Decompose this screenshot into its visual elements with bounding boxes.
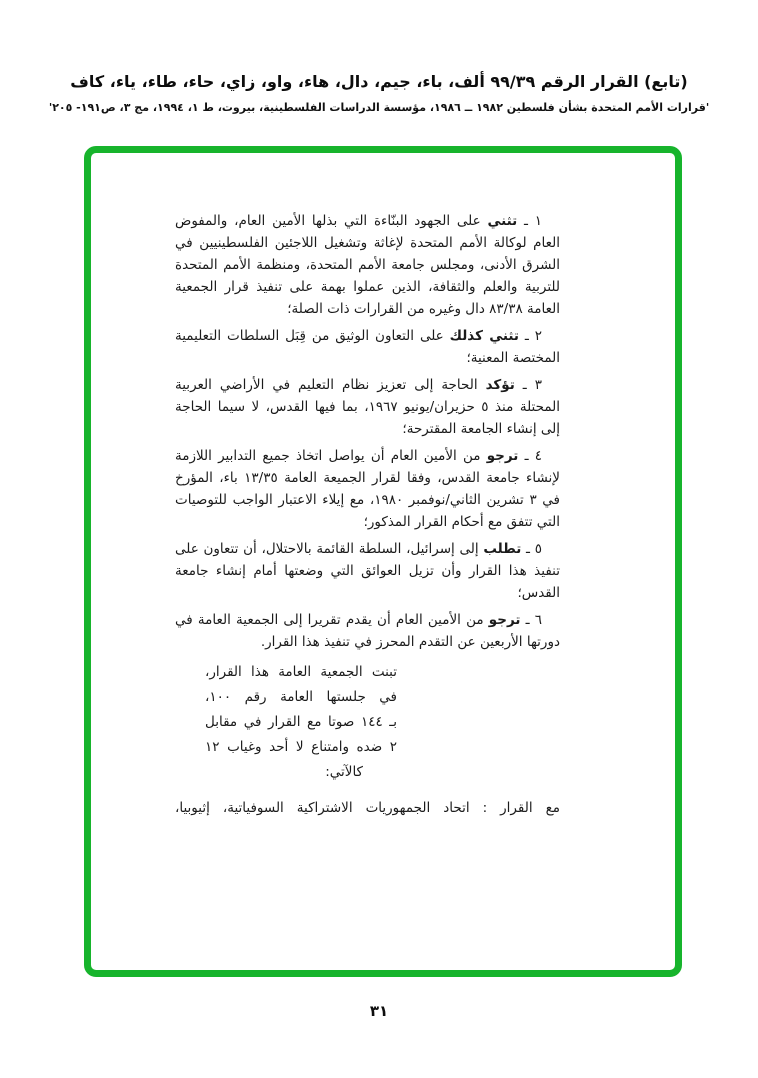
resolution-paragraph: ٦ ـ ترجو من الأمين العام أن يقدم تقريرا إلى الجمعية العامة في دورتها الأربعين عن التقدم المحرز في تنفيذ هذا القرار. bbox=[175, 612, 560, 650]
as-follows-text: كالآتي: bbox=[325, 764, 363, 780]
resolution-text bbox=[175, 210, 560, 819]
paragraph-lead-word: ترجو bbox=[486, 448, 519, 464]
resolution-paragraph: ٢ ـ تثني كذلك على التعاون الوثيق من قِبَل السلطات التعليمية المختصة المعنية؛ bbox=[175, 328, 560, 366]
vote-detail-line: مع القرار : اتحاد الجمهوريات الاشتراكية السوفياتية، إثيوبيا، bbox=[175, 800, 560, 816]
resolution-paragraph: ٥ ـ تطلب إلى إسرائيل، السلطة القائمة بالاحتلال، أن تتعاون على تنفيذ هذا القرار وأن تزيل العوائق التي وضعتها أمام إنشاء جامعة القدس؛ bbox=[175, 541, 560, 601]
vote-lines bbox=[205, 660, 397, 760]
page-number: ٣١ bbox=[369, 1002, 389, 1020]
as-follows-label bbox=[205, 760, 397, 785]
resolution-paragraph: ٣ ـ تؤكد الحاجة إلى تعزيز نظام التعليم في الأراضي العربية المحتلة منذ ٥ حزيران/يونيو ١٩٦٧، بما فيها القدس، لا سيما الحاجة إلى إنشاء الجامعة المقترحة؛ bbox=[175, 377, 560, 437]
vote-line: ٢ ضده وامتناع لا أحد وغياب ١٢ bbox=[205, 739, 397, 755]
paragraph-lead-word: ترجو bbox=[488, 612, 521, 628]
paragraph-number: ١ ـ bbox=[517, 213, 542, 229]
paragraph-lead-word: تثني bbox=[487, 213, 518, 229]
paragraph-number: ٦ ـ bbox=[520, 612, 542, 628]
paragraph-lead-word: تطلب bbox=[483, 541, 522, 557]
resolution-paragraphs bbox=[175, 210, 560, 653]
paragraph-number: ٥ ـ bbox=[521, 541, 542, 557]
paragraph-number: ٤ ـ bbox=[518, 448, 543, 464]
paragraph-number: ٢ ـ bbox=[518, 328, 542, 344]
adoption-vote-block bbox=[205, 660, 397, 760]
header-title: (تابع) القرار الرقم ٩٩/٣٩ ألف، باء، جيم، دال، هاء، واو، زاي، حاء، طاء، ياء، كاف bbox=[70, 72, 688, 91]
header-citation: 'قرارات الأمم المتحدة بشأن فلسطين ١٩٨٢ ــ ١٩٨٦، مؤسسة الدراسات الفلسطينية، بيروت، ط ١، ١٩٩٤، مج ٣، ص١٩١- ٢٠٥' bbox=[48, 101, 710, 114]
vote-line: تبنت الجمعية العامة هذا القرار، bbox=[205, 664, 397, 680]
resolution-paragraph: ١ ـ تثني على الجهود البنّاءة التي بذلها الأمين العام، والمفوض العام لوكالة الأمم المتحدة لإغاثة وتشغيل اللاجئين الفلسطينيين في الشرق الأدنى، ومجلس جامعة الأمم المتحدة، ومنظمة الأمم المتحدة للتربية والعلم والثقافة، الذين عملوا بهمة على تنفيذ قرار الجمعية العامة ٨٣/٣٨ دال وغيره من القرارات ذات الصلة؛ bbox=[175, 213, 560, 317]
resolution-paragraph: ٤ ـ ترجو من الأمين العام أن يواصل اتخاذ جميع التدابير اللازمة لإنشاء جامعة القدس، وفقا لقرار الجميعة العامة ١٣/٣٥ باء، المؤرخ في ٣ تشرين الثاني/نوفمبر ١٩٨٠، مع إيلاء الاعتبار الواجب للتوصيات التي تتفق مع أحكام القرار المذكور؛ bbox=[175, 448, 561, 530]
vote-line: في جلستها العامة رقم ١٠٠، bbox=[205, 689, 397, 705]
paragraph-number: ٣ ـ bbox=[514, 377, 542, 393]
vote-line: بـ ١٤٤ صوتا مع القرار في مقابل bbox=[205, 714, 398, 730]
paragraph-lead-word: تؤكد bbox=[485, 377, 515, 393]
paragraph-lead-word: تثني كذلك bbox=[449, 328, 519, 344]
